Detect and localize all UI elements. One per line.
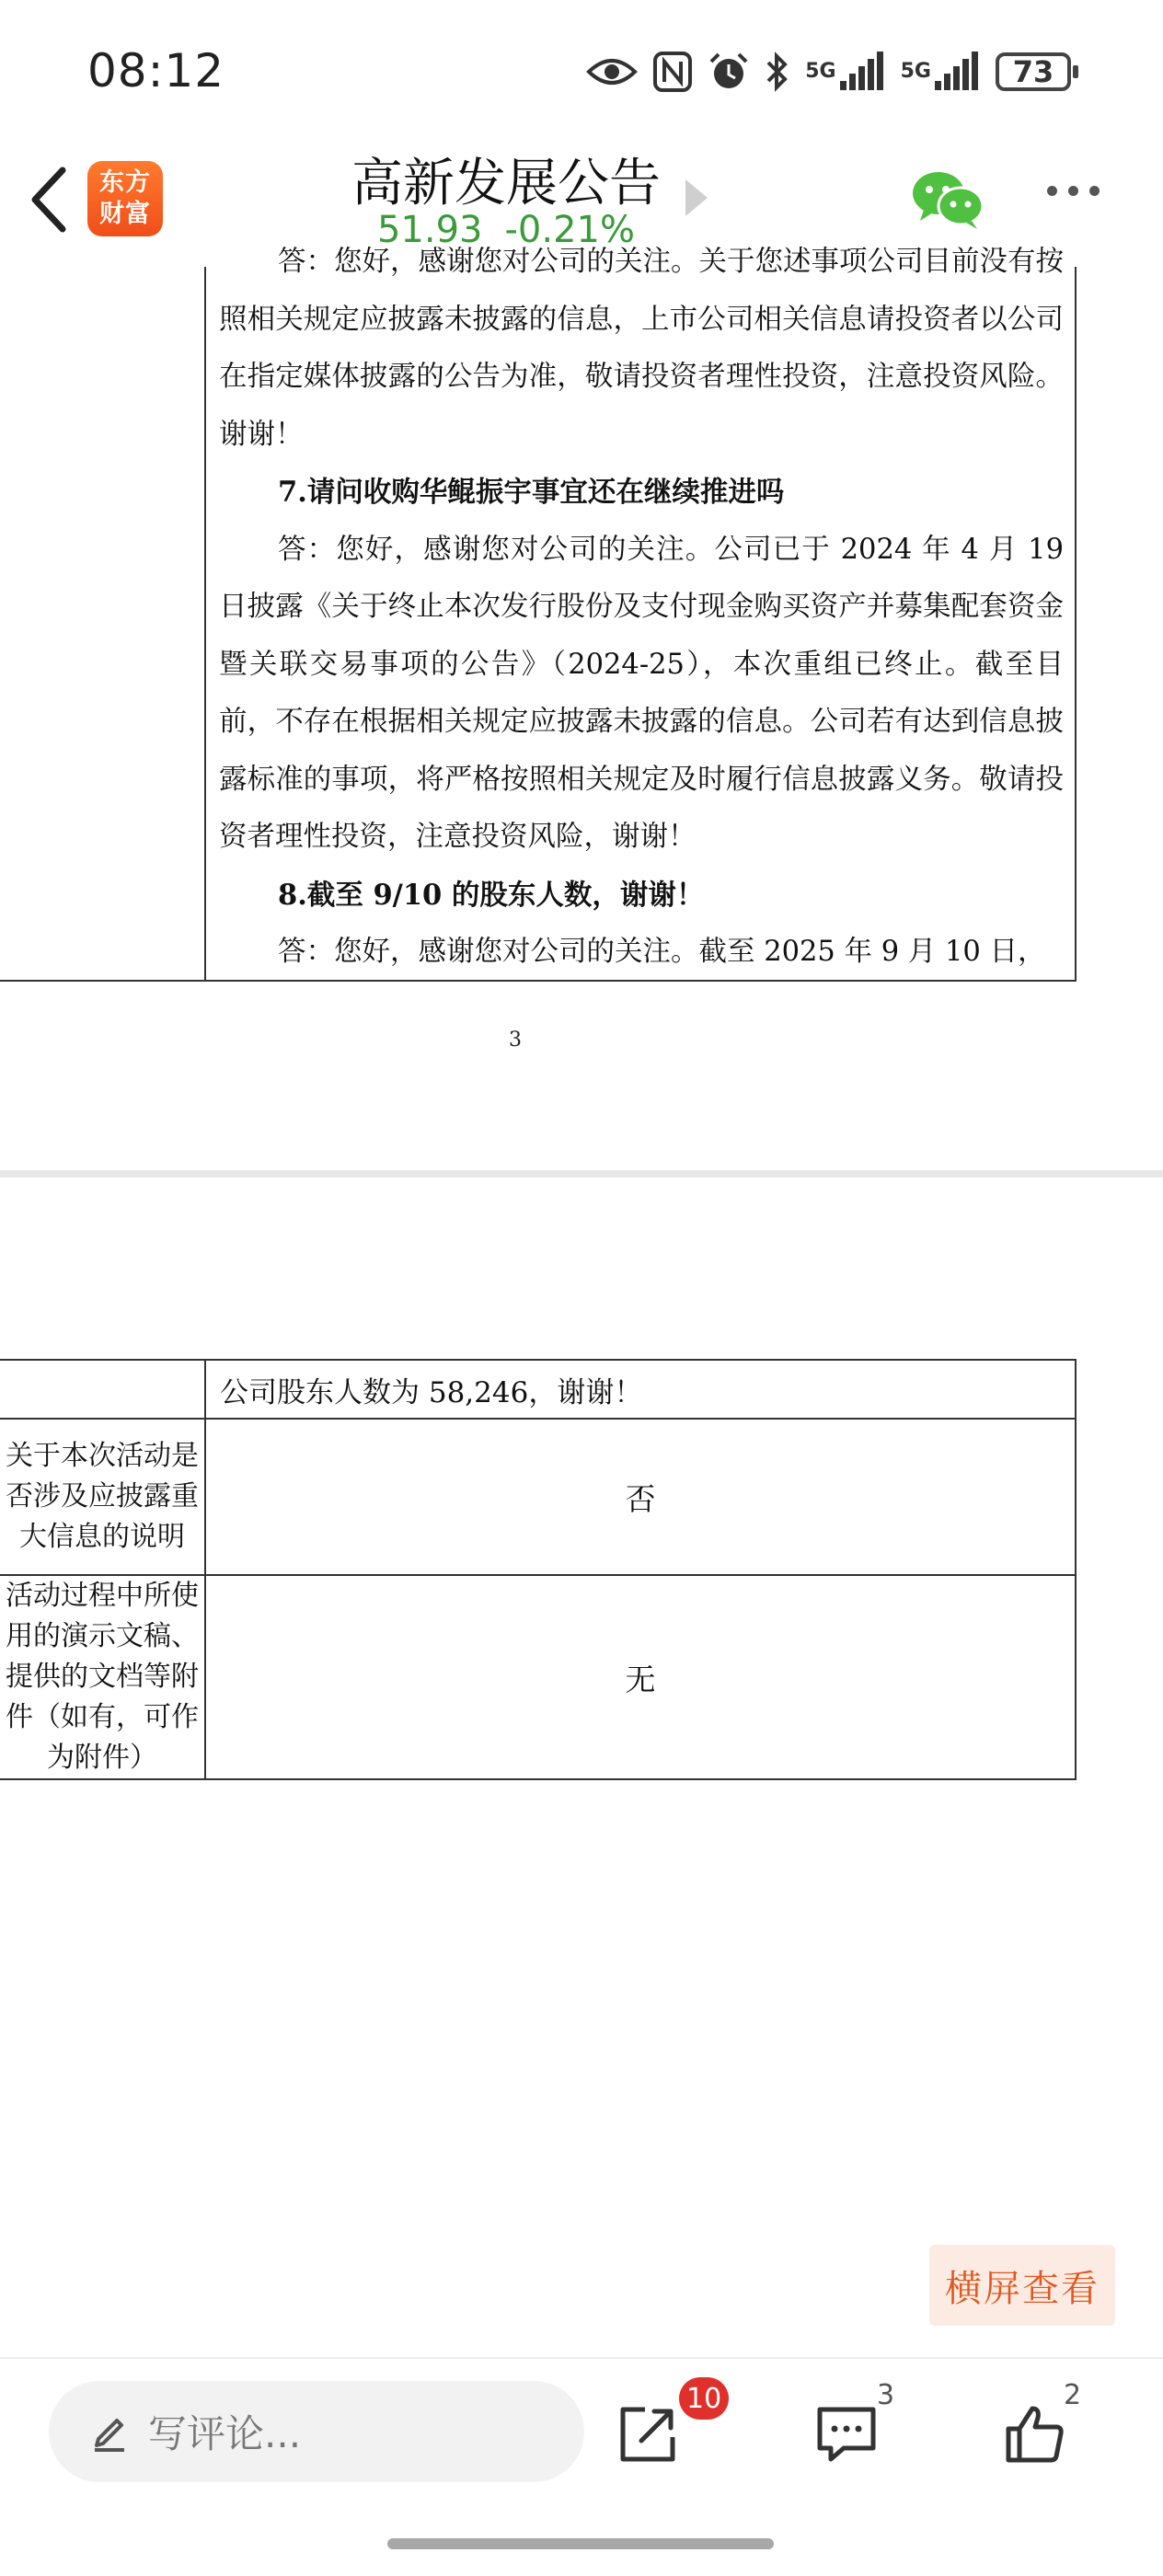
document-viewer[interactable] bbox=[0, 246, 1163, 2355]
page-separator bbox=[0, 1170, 1163, 1178]
question-heading: 7.请问收购华鲲振宇事宜还在继续推进吗 bbox=[278, 476, 785, 509]
answer-paragraph: 答：您好，感谢您对公司的关注。公司已于 2024 年 4 月 19 日披露《关于终止本次发行股份及支付现金购买资产并募集配套资金暨关联交易事项的公告》（2024-25），本次重组已终止。截至目前，不存在根据相关规定应披露未披露的信息。公司若有达到信息披露标准的事项，将严格按照相关规定及时履行信息披露义务。敬请投资者理性投资，注意投资风险，谢谢！ bbox=[219, 533, 1064, 853]
comment-input[interactable] bbox=[49, 2381, 584, 2482]
table-row bbox=[0, 1360, 1076, 1419]
status-icons bbox=[586, 44, 1071, 99]
nfc-icon bbox=[652, 51, 693, 93]
table-value-cell: 否 bbox=[205, 1419, 1076, 1575]
battery-indicator: 73 bbox=[996, 52, 1071, 91]
stock-price: 51.93 bbox=[376, 209, 483, 251]
comment-count: 3 bbox=[877, 2379, 895, 2411]
share-icon bbox=[617, 2404, 678, 2465]
share-button[interactable] bbox=[611, 2398, 685, 2471]
table-row bbox=[0, 1575, 1076, 1779]
eye-icon bbox=[586, 53, 638, 90]
status-bar bbox=[0, 0, 1163, 138]
status-time: 08:12 bbox=[87, 44, 225, 98]
question-heading: 8.截至 9/10 的股东人数，谢谢！ bbox=[278, 878, 705, 912]
table-label-cell: 关于本次活动是否涉及应披露重大信息的说明 bbox=[0, 1419, 205, 1575]
pencil-icon bbox=[91, 2411, 128, 2452]
table-value-cell: 公司股东人数为 58,246，谢谢！ bbox=[205, 1360, 1076, 1419]
like-button[interactable] bbox=[998, 2398, 1072, 2471]
table-content-cell bbox=[219, 234, 1064, 982]
comment-placeholder: 写评论... bbox=[148, 2411, 302, 2456]
table-divider bbox=[204, 267, 206, 980]
bluetooth-icon bbox=[765, 51, 790, 93]
comment-bubble-icon bbox=[814, 2404, 879, 2465]
page-number: 3 bbox=[509, 1029, 522, 1052]
bottom-action-bar bbox=[0, 2357, 1163, 2576]
like-count: 2 bbox=[1064, 2379, 1082, 2411]
stock-change: -0.21% bbox=[504, 209, 636, 251]
comments-button[interactable] bbox=[810, 2398, 883, 2471]
landscape-view-button[interactable]: 横屏查看 bbox=[929, 2245, 1115, 2326]
table-label-cell bbox=[0, 1360, 205, 1419]
more-options-icon[interactable] bbox=[1047, 186, 1100, 196]
table-label-cell: 活动过程中所使用的演示文稿、提供的文档等附件（如有，可作为附件） bbox=[0, 1575, 205, 1779]
table-row bbox=[0, 1419, 1076, 1575]
thumbs-up-icon bbox=[1003, 2403, 1067, 2466]
share-count-badge: 10 bbox=[679, 2377, 729, 2420]
play-arrow-icon[interactable] bbox=[685, 179, 708, 216]
wechat-share-icon[interactable] bbox=[911, 167, 985, 232]
answer-paragraph: 答：您好，感谢您对公司的关注。截至 2025 年 9 月 10 日， bbox=[278, 936, 1046, 968]
table-value-cell: 无 bbox=[205, 1575, 1076, 1779]
page-title: 高新发展公告 bbox=[351, 154, 661, 213]
signal-5g-icon: 5G bbox=[805, 52, 885, 92]
answer-paragraph: 答：您好，感谢您对公司的关注。关于您述事项公司目前没有按照相关规定应披露未披露的信息，上市公司相关信息请投资者以公司在指定媒体披露的公告为准，敬请投资者理性投资，注意投资风险。谢谢！ bbox=[219, 246, 1064, 451]
alarm-icon bbox=[708, 51, 750, 93]
app-logo[interactable]: 东方 财富 bbox=[87, 161, 163, 236]
home-indicator[interactable] bbox=[387, 2538, 774, 2549]
signal-5g-icon: 5G bbox=[901, 52, 981, 92]
document-table-page-3 bbox=[0, 246, 1077, 982]
document-table-page-4 bbox=[0, 1359, 1077, 1780]
